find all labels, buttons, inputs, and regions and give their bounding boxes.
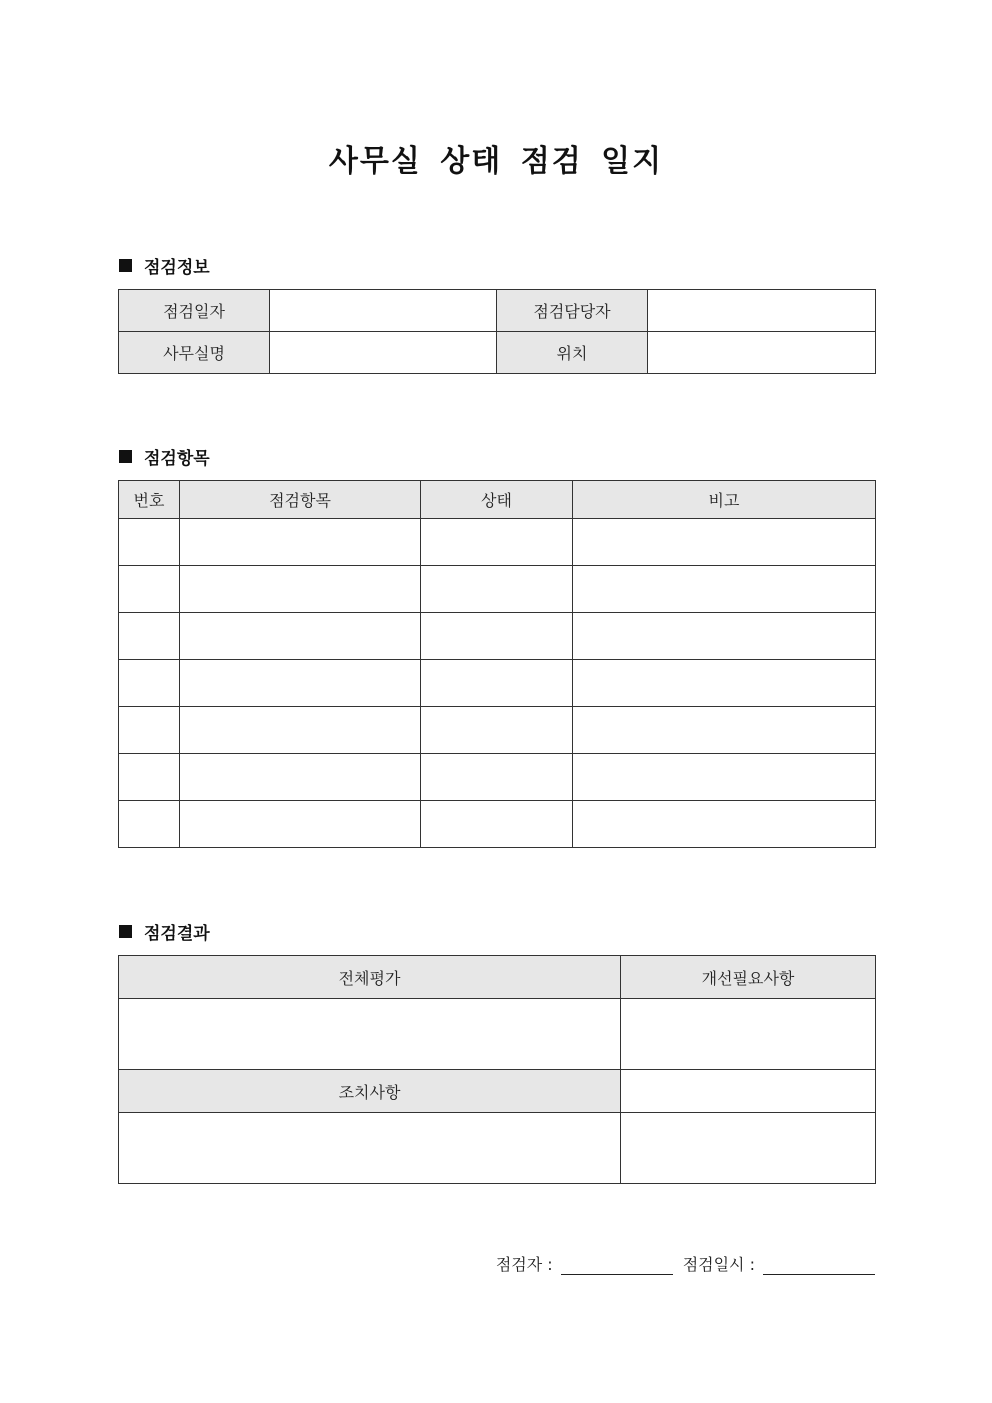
overall-evaluation-field[interactable] [119,999,621,1070]
page-title: 사무실 상태 점검 일지 [328,144,664,179]
manager-label: 점검담당자 [497,290,648,332]
blank-cell[interactable] [621,1070,876,1113]
remarks-cell[interactable] [573,613,876,660]
inspection-datetime-field[interactable] [763,1257,875,1275]
remarks-cell[interactable] [573,707,876,754]
date-field[interactable] [270,290,497,332]
status-cell[interactable] [421,801,573,848]
square-bullet-icon [119,259,132,272]
item-cell[interactable] [180,566,421,613]
inspector-label: 점검자 : [495,1255,553,1274]
signature-footer [496,1252,875,1275]
location-label: 위치 [497,332,648,374]
number-cell[interactable] [119,707,180,754]
table-row [119,290,876,332]
status-cell[interactable] [421,660,573,707]
action-taken-field[interactable] [119,1113,621,1184]
table-row [119,999,876,1070]
number-cell[interactable] [119,660,180,707]
item-cell[interactable] [180,660,421,707]
table-row [119,754,876,801]
section-heading-items [119,444,210,468]
table-header-row [119,1070,876,1113]
square-bullet-icon [119,925,132,938]
items-table [118,480,876,848]
table-row [119,519,876,566]
number-cell[interactable] [119,613,180,660]
section-heading-label: 점검정보 [144,257,210,278]
section-heading-info [119,253,210,277]
office-label: 사무실명 [119,332,270,374]
item-cell[interactable] [180,801,421,848]
overall-evaluation-label: 전체평가 [119,956,621,999]
section-heading-result [119,919,210,943]
table-row [119,332,876,374]
status-cell[interactable] [421,566,573,613]
remarks-cell[interactable] [573,754,876,801]
status-cell[interactable] [421,613,573,660]
status-cell[interactable] [421,519,573,566]
blank-cell[interactable] [621,1113,876,1184]
column-header-number: 번호 [119,481,180,519]
inspector-field[interactable] [561,1257,673,1275]
table-header-row [119,956,876,999]
table-row [119,566,876,613]
table-header-row [119,481,876,519]
remarks-cell[interactable] [573,519,876,566]
number-cell[interactable] [119,801,180,848]
status-cell[interactable] [421,707,573,754]
remarks-cell[interactable] [573,566,876,613]
date-label: 점검일자 [119,290,270,332]
column-header-remarks: 비고 [573,481,876,519]
column-header-item: 점검항목 [180,481,421,519]
improvement-needed-field[interactable] [621,999,876,1070]
column-header-status: 상태 [421,481,573,519]
remarks-cell[interactable] [573,801,876,848]
table-row [119,707,876,754]
item-cell[interactable] [180,519,421,566]
table-row [119,660,876,707]
number-cell[interactable] [119,754,180,801]
remarks-cell[interactable] [573,660,876,707]
result-table [118,955,876,1184]
table-row [119,613,876,660]
location-field[interactable] [648,332,876,374]
item-cell[interactable] [180,754,421,801]
improvement-needed-label: 개선필요사항 [621,956,876,999]
office-field[interactable] [270,332,497,374]
table-row [119,1113,876,1184]
table-row [119,801,876,848]
number-cell[interactable] [119,566,180,613]
item-cell[interactable] [180,613,421,660]
inspection-datetime-label: 점검일시 : [682,1255,755,1274]
section-heading-label: 점검항목 [144,448,210,469]
status-cell[interactable] [421,754,573,801]
section-heading-label: 점검결과 [144,923,210,944]
item-cell[interactable] [180,707,421,754]
action-taken-label: 조치사항 [119,1070,621,1113]
manager-field[interactable] [648,290,876,332]
number-cell[interactable] [119,519,180,566]
square-bullet-icon [119,450,132,463]
info-table [118,289,876,374]
